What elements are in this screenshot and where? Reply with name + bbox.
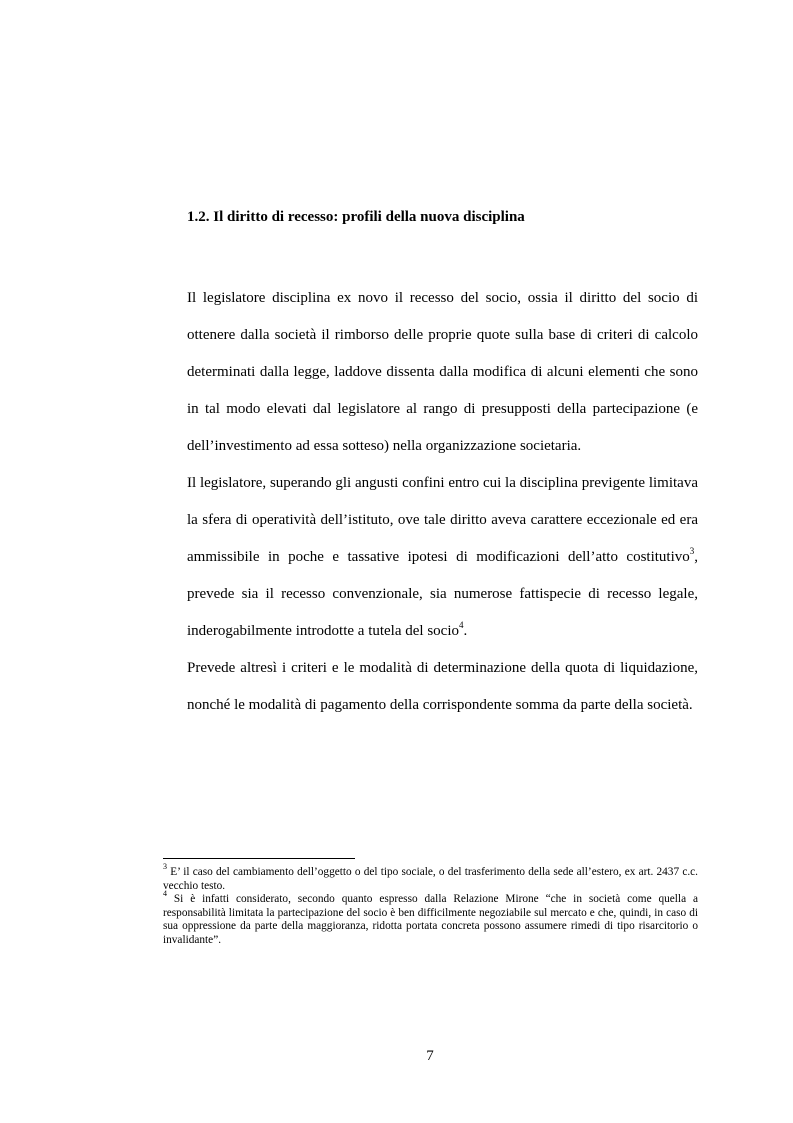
paragraph-2 (187, 465, 698, 650)
paragraph-2-part-a: Il legislatore, superando gli angusti confini entro cui la disciplina previgente limitava la sfera di operatività dell’istituto, ove tale diritto aveva carattere eccezionale ed era ammissibile in poche e tassative ipotesi di modificazioni dell’atto costitutivo (187, 475, 698, 565)
footnote-ref-4[interactable]: 4 (459, 620, 464, 630)
footnote-number: 3 (163, 862, 167, 872)
footnote-text: Si è infatti considerato, secondo quanto espresso dalla Relazione Mirone “che in società come quella a responsabilità limitata la partecipazione del socio è ben difficilmente negoziabile sul mercato e che, quindi, in caso di sua oppressione da parte della maggioranza, ridotta portata concreta possono assumere rimedi di tipo risarcitorio o invalidante”. (163, 893, 698, 946)
paragraph-3: Prevede altresì i criteri e le modalità di determinazione della quota di liquidazione, nonché le modalità di pagamento della corrispondente somma da parte della società. (187, 660, 698, 713)
footnote-number: 4 (163, 889, 167, 899)
section-heading: 1.2. Il diritto di recesso: profili della nuova disciplina (187, 209, 525, 225)
footnotes (163, 862, 698, 947)
paragraph-2-part-b: , prevede sia il recesso convenzionale, sia numerose fattispecie di recesso legale, inderogabilmente introdotte a tutela del socio (187, 549, 698, 639)
page-number: 7 (426, 1048, 434, 1064)
footnote-3 (163, 862, 698, 893)
footnote-4 (163, 889, 698, 947)
body-text (187, 280, 698, 724)
footnote-separator (163, 858, 355, 859)
paragraph-2-part-c: . (463, 623, 468, 639)
paragraph-1: Il legislatore disciplina ex novo il recesso del socio, ossia il diritto del socio di ottenere dalla società il rimborso delle proprie quote sulla base di criteri di calcolo determinati dalla legge, laddove dissenta dalla modifica di alcuni elementi che sono in tal modo elevati dal legislatore al rango di presupposti della partecipazione (e dell’investimento ad essa sotteso) nella organizzazione societaria. (187, 290, 698, 454)
footnote-ref-3[interactable]: 3 (689, 546, 695, 556)
footnote-text: E’ il caso del cambiamento dell’oggetto o del tipo sociale, o del trasferimento della sede all’estero, ex art. 2437 c.c. vecchio testo. (163, 866, 698, 892)
